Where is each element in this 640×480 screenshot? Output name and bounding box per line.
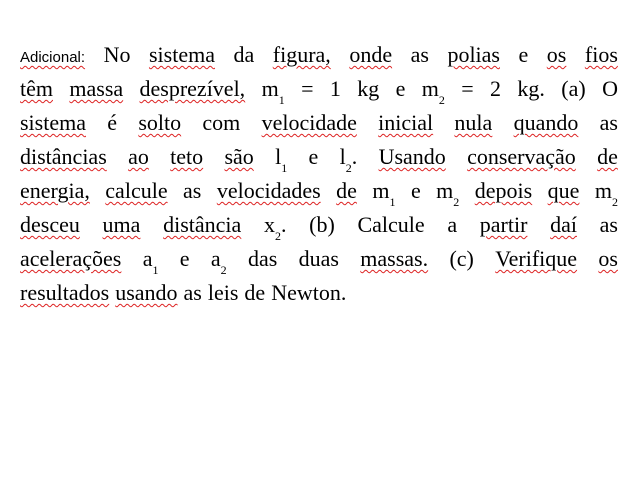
word: 2 [490,76,502,101]
word: velocidades [216,178,321,203]
word: desceu [20,212,80,237]
word: Newton. [271,280,347,305]
word: velocidade [261,110,357,135]
word: as [410,42,429,67]
word: os [598,246,618,271]
word: são [224,144,254,169]
problem-text [20,42,618,314]
word: de [336,178,357,203]
word: 1 [329,76,341,101]
word: $m_2$ [594,178,618,209]
word: distância [163,212,242,237]
word: de [244,280,266,305]
text-line [20,42,618,76]
text-line [20,178,618,212]
text-line [20,76,618,110]
word: depois [474,178,533,203]
word: que [547,178,580,203]
word: os [546,42,567,67]
word: No [103,42,131,67]
word: kg. [517,76,545,101]
word: Usando [378,144,446,169]
word: partir [479,212,528,237]
word: conservação [467,144,576,169]
word: $a_1$ [142,246,159,277]
word: e [308,144,319,169]
word: polias [447,42,500,67]
word: daí [550,212,577,237]
word: onde [349,42,393,67]
word: sistema [148,42,215,67]
word: uma [102,212,141,237]
word: com [202,110,241,135]
word: calcule [105,178,168,203]
word: $m_1$ [261,76,285,107]
word: as [599,212,618,237]
word: $a_2$ [210,246,227,277]
word: e [518,42,529,67]
word: e [395,76,406,101]
word: Calcule [357,212,425,237]
word: energia, [20,178,90,203]
word: usando [115,280,178,305]
word: ao [128,144,149,169]
word: resultados [20,280,110,305]
text-line [20,280,618,314]
word: das [247,246,278,271]
text-line [20,110,618,144]
word: leis [207,280,239,305]
word: de [597,144,618,169]
word: massa [69,76,124,101]
word: O [602,76,618,101]
word: desprezível, [139,76,246,101]
text-line [20,212,618,246]
word: as [183,178,202,203]
word: $x_2$. [263,212,287,243]
text-line [20,144,618,178]
word: é [107,110,118,135]
word: as [183,280,202,305]
word: $m_1$ [372,178,396,209]
word: fios [584,42,618,67]
word: sistema [20,110,86,135]
word: (b) [309,212,335,237]
word: = [301,76,314,101]
word: = [461,76,474,101]
word: e [179,246,190,271]
word: (a) [561,76,586,101]
word: teto [170,144,204,169]
word: a [447,212,458,237]
word: $l_1$ [275,144,288,175]
word: $l_2$. [339,144,358,175]
word: Verifique [495,246,578,271]
word: inicial [378,110,434,135]
word: $m_2$ [421,76,445,107]
word: nula [454,110,493,135]
word: figura, [272,42,331,67]
word: solto [138,110,182,135]
label-adicional: Adicional: [20,49,86,66]
word: $m_2$ [436,178,460,209]
word: quando [513,110,579,135]
word: (c) [449,246,474,271]
text-line [20,246,618,280]
word: massas. [360,246,429,271]
word: da [233,42,255,67]
word: acelerações [20,246,122,271]
word: duas [298,246,339,271]
word: têm [20,76,53,101]
word: kg [357,76,380,101]
word: as [599,110,618,135]
word: e [410,178,421,203]
word: distâncias [20,144,107,169]
